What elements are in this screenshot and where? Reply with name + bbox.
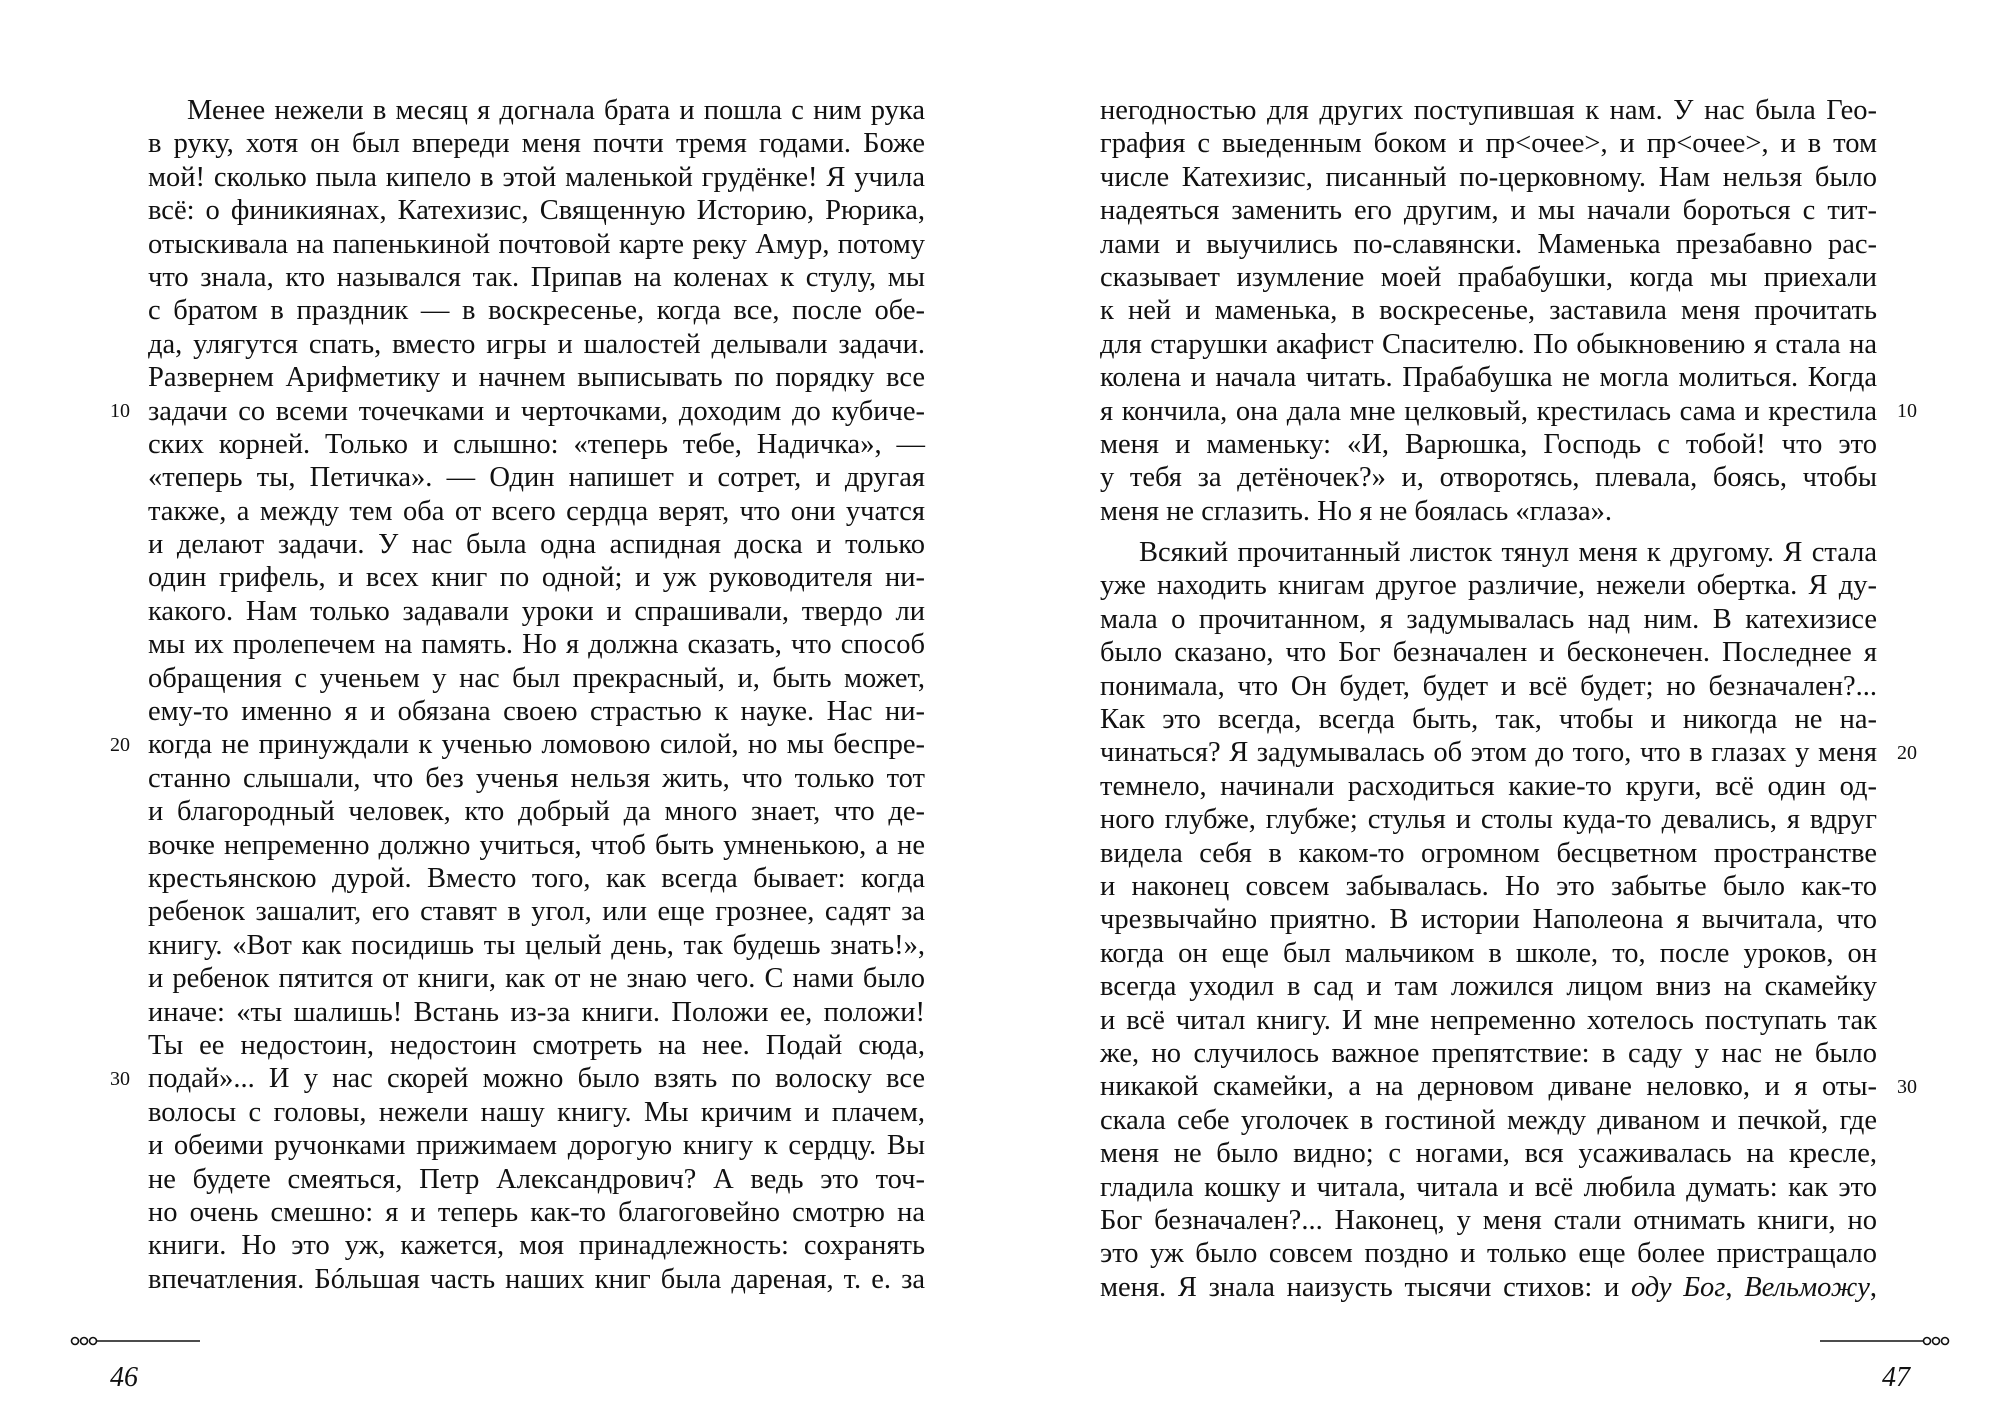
text-line: книгу. «Вот как посидишь ты целый день, так будешь знать!», [148,929,925,961]
text-line: видела себя в каком-то огромном бесцветном пространстве [1100,837,1877,869]
line-marker: 30 [1897,1076,1917,1098]
text-line: Развернем Арифметику и начнем выписывать по порядку все [148,362,925,394]
page-number: 46 [110,1362,138,1393]
text-line: для старушки акафист Спасителю. По обыкновению я стала на [1100,328,1877,360]
text-line: мала о прочитанном, я задумывалась над ним. В катехизисе [1100,603,1877,635]
text-line: графия с выеденным боком и пр<очее>, и пр<очее>, и в том [1100,128,1877,160]
line-marker: 30 [110,1068,130,1090]
left-page-text [148,94,925,1296]
line-marker: 10 [1897,400,1917,422]
text-line: Как это всегда, всегда быть, так, чтобы и никогда не на- [1100,704,1877,736]
text-line: Бог безначален?... Наконец, у меня стали отнимать книги, но [1100,1204,1877,1236]
text-line: когда не принуждали к ученью ломовою силой, но мы беспре- [148,729,925,761]
text-line: чрезвычайно приятно. В истории Наполеона я вычитала, что [1100,904,1877,936]
text-line: чинаться? Я задумывалась об этом до того, что в глазах у меня [1100,737,1877,769]
text-line: и обеими ручонками прижимаем дорогую книгу к сердцу. Вы [148,1130,925,1162]
text-line: да, улягутся спать, вместо игры и шалостей делывали задачи. [148,328,925,360]
text-line: какого. Нам только задавали уроки и спрашивали, твердо ли [148,595,925,627]
line-marker: 10 [110,400,130,422]
text-line: иначе: «ты шалишь! Встань из-за книги. Положи ее, положи! [148,996,925,1028]
text-line: один грифель, и всех книг по одной; и уж руководителя ни- [148,562,925,594]
text-fragment: меня. Я знала наизусть тысячи стихов: и [1100,1271,1631,1303]
text-line: негодностью для других поступившая к нам. У нас была Гео- [1100,95,1877,126]
text-line: меня и маменьку: «И, Варюшка, Господь с тобой! что это [1100,428,1877,460]
text-line: мой! сколько пыла кипело в этой маленькой грудёнке! Я учила [148,161,925,193]
text-line: отыскивала на папенькиной почтовой карте реку Амур, потому [148,228,925,260]
text-line: к ней и маменька, в воскресенье, заставила меня прочитать [1100,295,1877,327]
ornament-rule-icon [70,1334,200,1348]
text-line: станно слышали, что без ученья нельзя жить, что только тот [148,762,925,794]
text-line: было сказано, что Бог безначален и бесконечен. Последнее я [1100,637,1877,669]
text-line: надеяться заменить его другим, и мы начали бороться с тит- [1100,195,1877,227]
text-line: числе Катехизис, писанный по-церковному. Нам нельзя было [1100,161,1877,193]
text-line: подай»... И у нас скорей можно было взять по волоску все [148,1063,925,1095]
text-line: не будете смеяться, Петр Александрович? А ведь это точ- [148,1163,925,1195]
text-line: колена и начала читать. Прабабушка не могла молиться. Когда [1100,362,1877,394]
text-line: но очень смешно: я и теперь как-то благоговейно смотрю на [148,1196,925,1228]
page-number: 47 [1882,1362,1910,1393]
right-page [1000,0,2000,1424]
text-line: это уж было совсем поздно и только еще более пристращало [1100,1238,1877,1270]
text-line: обращения с ученьем у нас был прекрасный, и, быть может, [148,662,925,694]
text-line: Всякий прочитанный листок тянул меня к другому. Я стала [1139,537,1877,569]
text-line: ребенок зашалит, его ставят в угол, или еще грознее, садят за [148,896,925,928]
text-line: что знала, кто назывался так. Припав на коленах к стулу, мы [148,261,925,293]
text-line: уже находить книгам другое различие, нежели обертка. Я ду- [1100,570,1877,602]
text-line: волосы с головы, нежели нашу книгу. Мы кричим и плачем, [148,1096,925,1128]
text-line: и благородный человек, кто добрый да много знает, что де- [148,796,925,828]
ornament-rule-icon [1820,1334,1950,1348]
text-line: всё: о финикиянах, Катехизис, Священную Историю, Рюрика, [148,195,925,227]
text-line: и ребенок пятится от книги, как от не знаю чего. С нами было [148,963,925,995]
text-line: же, но случилось важное препятствие: в саду у нас не было [1100,1037,1877,1069]
line-marker: 20 [1897,742,1917,764]
text-line: темнело, начинали расходиться какие-то круги, всё один од- [1100,770,1877,802]
text-line: гладила кошку и читала, читала и всё любила думать: как это [1100,1171,1877,1203]
text-line: никакой скамейки, а на дерновом диване неловко, и я оты- [1100,1071,1877,1103]
text-line: в руку, хотя он был впереди меня почти тремя годами. Боже [148,128,925,160]
text-line: и делают задачи. У нас была одна аспидная доска и только [148,529,925,561]
text-line: и всё читал книгу. И мне непременно хотелось поступать так [1100,1004,1877,1036]
italic-title: оду Бог [1630,1271,1726,1303]
text-line: лами и выучились по-славянски. Маменька презабавно рас- [1100,228,1877,260]
text-line: Менее нежели в месяц я догнала брата и пошла с ним рука [187,95,925,126]
text-line: также, а между тем оба от всего сердца верят, что они учатся [148,495,925,527]
text-line: меня. Я знала наизусть тысячи стихов: и оду Бог, Вельможу, [1100,1271,1877,1303]
right-page-text [1100,94,1877,1304]
text-line: задачи со всеми точечками и черточками, доходим до кубиче- [148,395,925,427]
text-line: мы их пролепечем на память. Но я должна сказать, что способ [148,629,925,661]
text-line: с братом в праздник — в воскресенье, когда все, после обе- [148,295,925,327]
text-line: впечатления. Бóльшая часть наших книг была дареная, т. е. за [148,1263,925,1295]
text-line: меня не сглазить. Но я не боялась «глаза». [1100,495,1612,527]
text-line: когда он еще был мальчиком в школе, то, после уроков, он [1100,937,1877,969]
text-line: и наконец совсем забывалась. Но это забытье было как-то [1100,870,1877,902]
text-line: сказывает изумление моей прабабушки, когда мы приехали [1100,261,1877,293]
text-line: крестьянскою дурой. Вместо того, как всегда бывает: когда [148,862,925,894]
text-line: у тебя за детёночек?» и, отворотясь, плевала, боясь, чтобы [1100,462,1877,494]
text-line: всегда уходил в сад и там ложился лицом вниз на скамейку [1100,971,1877,1003]
line-marker: 20 [110,734,130,756]
text-line: «теперь ты, Петичка». — Один напишет и сотрет, и другая [148,462,925,494]
text-line: ему-то именно я и обязана своею страстью к науке. Нас ни- [148,696,925,728]
text-line: я кончила, она дала мне целковый, крестилась сама и крестила [1100,395,1877,427]
text-line: понимала, что Он будет, будет и всё будет; но безначален?... [1100,670,1877,702]
text-line: меня не было видно; с ногами, вся усаживалась на кресле, [1100,1138,1877,1170]
text-line: Ты ее недостоин, недостоин смотреть на нее. Подай сюда, [148,1029,925,1061]
italic-title: Вельможу [1744,1271,1870,1303]
text-line: вочке непременно должно учиться, чтоб быть умненькою, а не [148,829,925,861]
text-line: книги. Но это уж, кажется, моя принадлежность: сохранять [148,1230,925,1262]
text-line: скала себе уголочек в гостиной между диваном и печкой, где [1100,1104,1877,1136]
text-line: ного глубже, глубже; стулья и столы куда-то девались, я вдруг [1100,804,1877,836]
text-line: ских корней. Только и слышно: «теперь тебе, Надичка», — [148,428,925,460]
